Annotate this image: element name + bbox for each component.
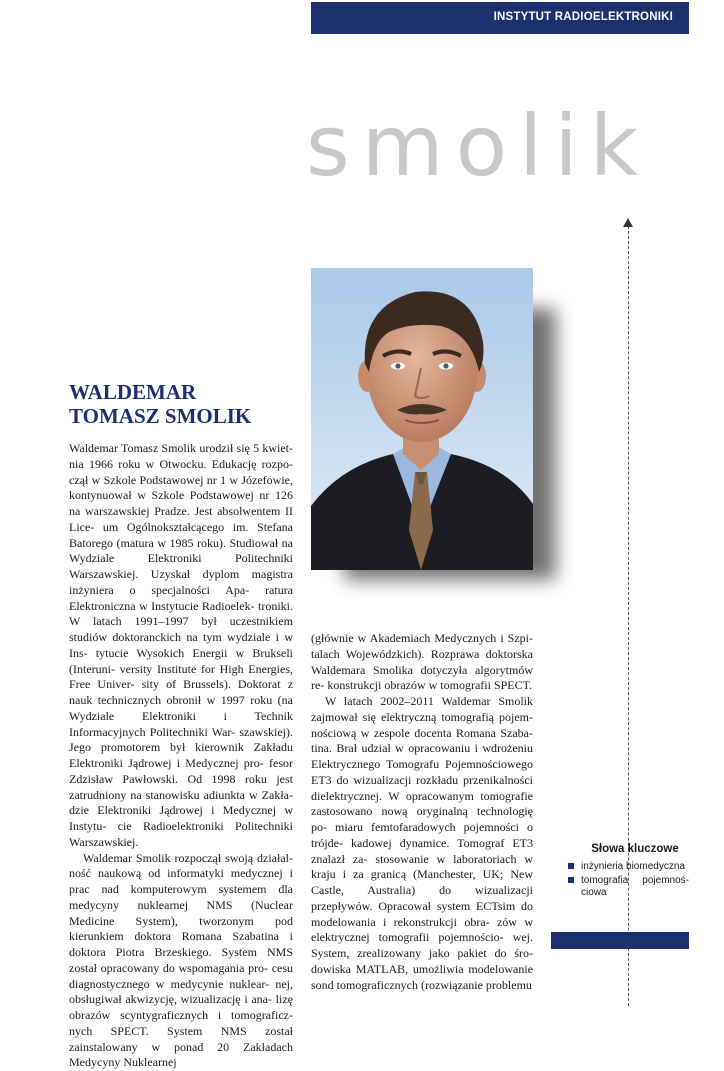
text-line: zajmował się elektryczną tomografią pojem- bbox=[311, 710, 533, 724]
text-line: zów w elektrycznej tomografii pojemnościo- bbox=[311, 915, 533, 945]
text-line: wizualizacji przepływów. Opracował system bbox=[311, 883, 533, 913]
text-line: nościową w zespole docenta Romana Szaba- bbox=[311, 726, 533, 740]
keywords-title: Słowa kluczowe bbox=[581, 843, 689, 855]
text-line: nia 1966 roku w Otwocku. Edukację rozpo- bbox=[69, 457, 293, 471]
text-line: Waldemara Smolika dotyczyła algorytmów re- bbox=[311, 663, 533, 693]
text-line: i Technik Informacyjnych Politechniki War- bbox=[69, 709, 293, 739]
text-line: talach Wojewódzkich). Rozprawa doktorska bbox=[311, 647, 533, 661]
text-line: dielektrycznej. W opracowanym tomografie bbox=[311, 789, 533, 803]
text-line: nad komputerowym systemem dla medycyny bbox=[69, 882, 293, 912]
text-line: zatrudniony na stanowisku adiunkta w Zakła- bbox=[69, 788, 293, 802]
text-line: W latach 2002–2011 Waldemar Smolik bbox=[325, 694, 533, 708]
text-line: Elektroniki Politechniki Warszawskiej. Uzyskał bbox=[69, 551, 293, 581]
text-line: (matura w 1985 roku). Studiował na Wydziale bbox=[69, 536, 293, 566]
text-line: dyplom magistra inżyniera o specjalności Apa- bbox=[69, 567, 293, 597]
text-line: (Manchester, UK; New Castle, Australia) do bbox=[311, 867, 533, 897]
text-line: NMS został opracowany do wspomagania pro- bbox=[69, 945, 293, 975]
text-line: sity of Brussels). Doktorat z nauk technicznych bbox=[69, 677, 293, 707]
middle-text-column bbox=[311, 631, 533, 993]
text-line: kadowej dynamice. Tomograf ET3 znalazł za- bbox=[311, 836, 533, 866]
text-line: stosowanie w laboratoriach w kraju i za granicą bbox=[311, 852, 533, 882]
text-line: cie Radioelektroniki Politechniki Warszawskiej. bbox=[69, 819, 293, 849]
text-line: fesor Zdzisław Pawłowski. Od 1998 roku jest bbox=[69, 756, 293, 786]
text-line: ność naukową od informatyki medycznej i prac bbox=[69, 866, 293, 896]
text-line: (głównie w Akademiach Medycznych i Szpi- bbox=[311, 631, 533, 645]
keyword-text: tomografia pojemnoś-ciowa bbox=[581, 875, 689, 898]
paragraph-doctorate bbox=[311, 631, 533, 694]
text-line: sond tomograficznych (rozwiązanie problemu bbox=[311, 978, 532, 992]
text-line: cesu diagnostycznego w medycynie nuklear- bbox=[69, 961, 293, 991]
arrow-up-icon bbox=[623, 218, 633, 227]
text-line: wej. System, zrealizowany jako pakiet do śro- bbox=[311, 930, 533, 960]
text-line: nej, obsługiwał akwizycję, wizualizację i ana- bbox=[69, 977, 293, 1007]
text-line: nych SPECT. System NMS został zainstalowany bbox=[69, 1024, 293, 1054]
keyword-item bbox=[565, 861, 689, 873]
text-line: dowiska MATLAB, umożliwia modelowanie bbox=[311, 962, 533, 976]
text-line: tina. Brał udział w opracowaniu i wdrożeniu bbox=[311, 741, 533, 755]
surname-heading: smolik bbox=[306, 104, 650, 188]
text-line: ratura Elektroniczna w Instytucie Radioelek- bbox=[69, 583, 293, 613]
text-line: lizę obrazów scyntygraficznych i tomograficz- bbox=[69, 992, 293, 1022]
paragraph-tomography bbox=[311, 694, 533, 993]
institute-name: INSTYTUT RADIOELEKTRONIKI bbox=[494, 11, 673, 23]
text-line: ECTsim do modelowania i rekonstrukcji obra- bbox=[311, 899, 533, 929]
text-line: kontynuował w Szkole Podstawowej nr 126 na bbox=[69, 488, 293, 518]
text-line: szawskiej). Jego promotorem był kierownik bbox=[69, 725, 293, 755]
footer-bar bbox=[551, 932, 689, 949]
keywords-list bbox=[565, 861, 689, 899]
person-full-name bbox=[69, 380, 309, 428]
text-line: um Ogólnokształcącego im. Stefana Batorego bbox=[69, 520, 293, 550]
name-line-second: TOMASZ SMOLIK bbox=[69, 404, 251, 428]
text-line: Szabatina i doktora Piotra Brzeskiego. System bbox=[69, 929, 293, 959]
keyword-item bbox=[565, 875, 689, 899]
text-line: studiów doktoranckich na tym wydziale i w Ins- bbox=[69, 630, 293, 660]
text-line: Waldemar Smolik rozpoczął swoją działal- bbox=[83, 851, 293, 865]
text-line: obronił w 1997 roku (na Wydziale Elektroniki bbox=[69, 693, 293, 723]
text-line: Waldemar Tomasz Smolik urodził się 5 kwiet- bbox=[69, 441, 293, 455]
text-line: nuklearnej NMS (Nuclear Medicine System), bbox=[69, 898, 293, 928]
paragraph-research bbox=[69, 851, 293, 1071]
keywords-box bbox=[565, 843, 689, 901]
square-bullet-icon bbox=[568, 863, 574, 869]
text-line: zastosowano nową oryginalną technologię po- bbox=[311, 804, 533, 834]
text-line: czął w Szkole Podstawowej nr 1 w Józefowie, bbox=[69, 473, 293, 487]
text-line: dzie Elektroniki Jądrowej i Medycznej w Instytu- bbox=[69, 803, 293, 833]
name-line-first: WALDEMAR bbox=[69, 380, 196, 404]
text-line: w ponad 20 Zakładach Medycyny Nuklearnej bbox=[69, 1040, 293, 1070]
text-line: troniki. W latach 1991–1997 był uczestnikiem bbox=[69, 599, 293, 629]
text-line: ET3 do wizualizacji rozkładu przenikalności bbox=[311, 773, 533, 787]
text-line: konstrukcji obrazów w tomografii SPECT. bbox=[327, 678, 532, 692]
text-line: versity Institute for High Energies, Free Univer- bbox=[69, 662, 293, 692]
header-bar bbox=[311, 2, 689, 34]
text-line: miaru femtofaradowych pojemności o trójde- bbox=[311, 820, 533, 850]
left-text-column bbox=[69, 441, 293, 1071]
paragraph-biography bbox=[69, 441, 293, 851]
portrait-photo bbox=[311, 268, 533, 570]
keyword-text: inżynieria biomedyczna bbox=[581, 861, 685, 872]
square-bullet-icon bbox=[568, 877, 574, 883]
text-line: Zakładu Elektroniki Jądrowej i Medycznej pro- bbox=[69, 740, 293, 770]
text-line: warszawskiej Pradze. Jest absolwentem II Lice- bbox=[69, 504, 293, 534]
portrait-illustration bbox=[311, 268, 533, 570]
text-line: tworzonym pod kierunkiem doktora Romana bbox=[69, 914, 293, 944]
text-line: Elektrycznego Tomografu Pojemnościowego bbox=[311, 757, 533, 771]
text-line: tytucie Wysokich Energii w Brukseli (Interuni- bbox=[69, 646, 293, 676]
